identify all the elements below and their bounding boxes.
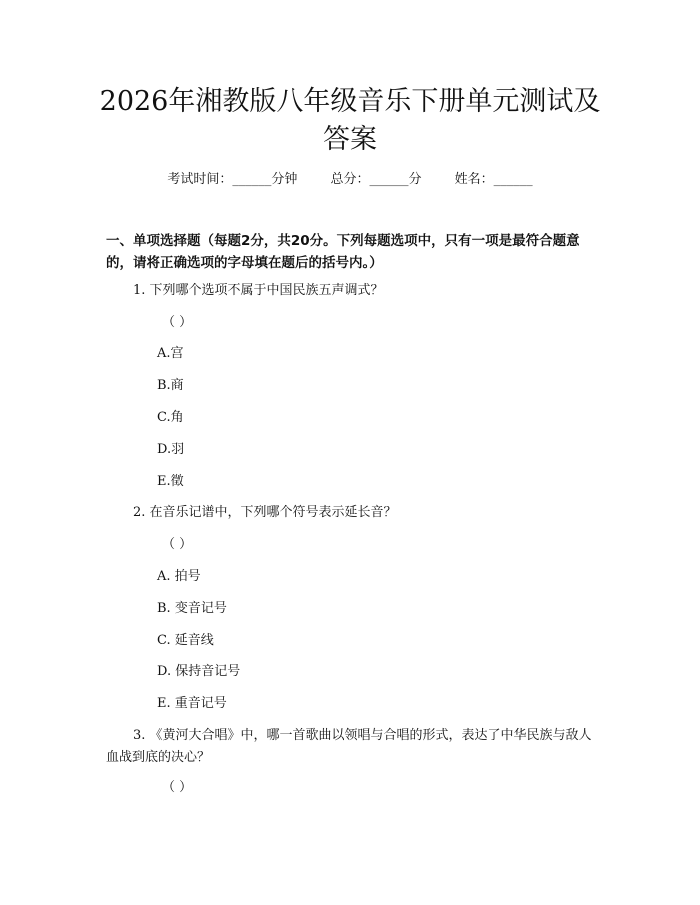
option-c: C.角 xyxy=(157,410,184,425)
name-blank: ______ xyxy=(493,172,533,187)
exam-time-unit: 分钟 xyxy=(271,172,298,187)
exam-time-label: 考试时间： xyxy=(167,172,233,187)
answer-parentheses: （ ） xyxy=(162,537,193,552)
option-d: D. 保持音记号 xyxy=(157,664,241,679)
exam-info-row xyxy=(0,168,700,187)
question-text: 下列哪个选项不属于中国民族五声调式？ xyxy=(149,283,384,298)
exam-time-blank: ______ xyxy=(232,172,272,187)
option-a: A. 拍号 xyxy=(157,569,201,584)
answer-parentheses: （ ） xyxy=(162,780,193,795)
question-number: 2. xyxy=(133,505,146,520)
option-e: E.徵 xyxy=(157,474,184,489)
option-a: A.宫 xyxy=(157,346,184,361)
option-b: B. 变音记号 xyxy=(157,601,227,616)
total-score-unit: 分 xyxy=(408,172,422,187)
section-header: 一、单项选择题（每题2分，共20分。下列每题选项中，只有一项是最符合题意的，请将正确选项的字母填在题后的括号内。） xyxy=(106,233,580,271)
total-score-blank: ______ xyxy=(369,172,409,187)
option-d: D.羽 xyxy=(157,442,185,457)
question-1 xyxy=(133,281,384,301)
total-score-label: 总分： xyxy=(330,172,370,187)
option-b: B.商 xyxy=(157,378,184,393)
answer-parentheses: （ ） xyxy=(162,315,193,330)
question-number: 1. xyxy=(133,283,146,298)
name-label: 姓名： xyxy=(454,172,494,187)
question-number: 3. xyxy=(133,728,146,743)
question-text: 在音乐记谱中，下列哪个符号表示延长音？ xyxy=(149,505,397,520)
question-text: 《黄河大合唱》中，哪一首歌曲以领唱与合唱的形式，表达了中华民族与敌人血战到底的决心？ xyxy=(106,728,592,765)
question-2 xyxy=(133,503,397,523)
option-c: C. 延音线 xyxy=(157,633,214,648)
option-e: E. 重音记号 xyxy=(157,696,227,711)
question-3 xyxy=(106,725,596,769)
page-title: 2026年湘教版八年级音乐下册单元测试及答案 xyxy=(99,86,601,155)
